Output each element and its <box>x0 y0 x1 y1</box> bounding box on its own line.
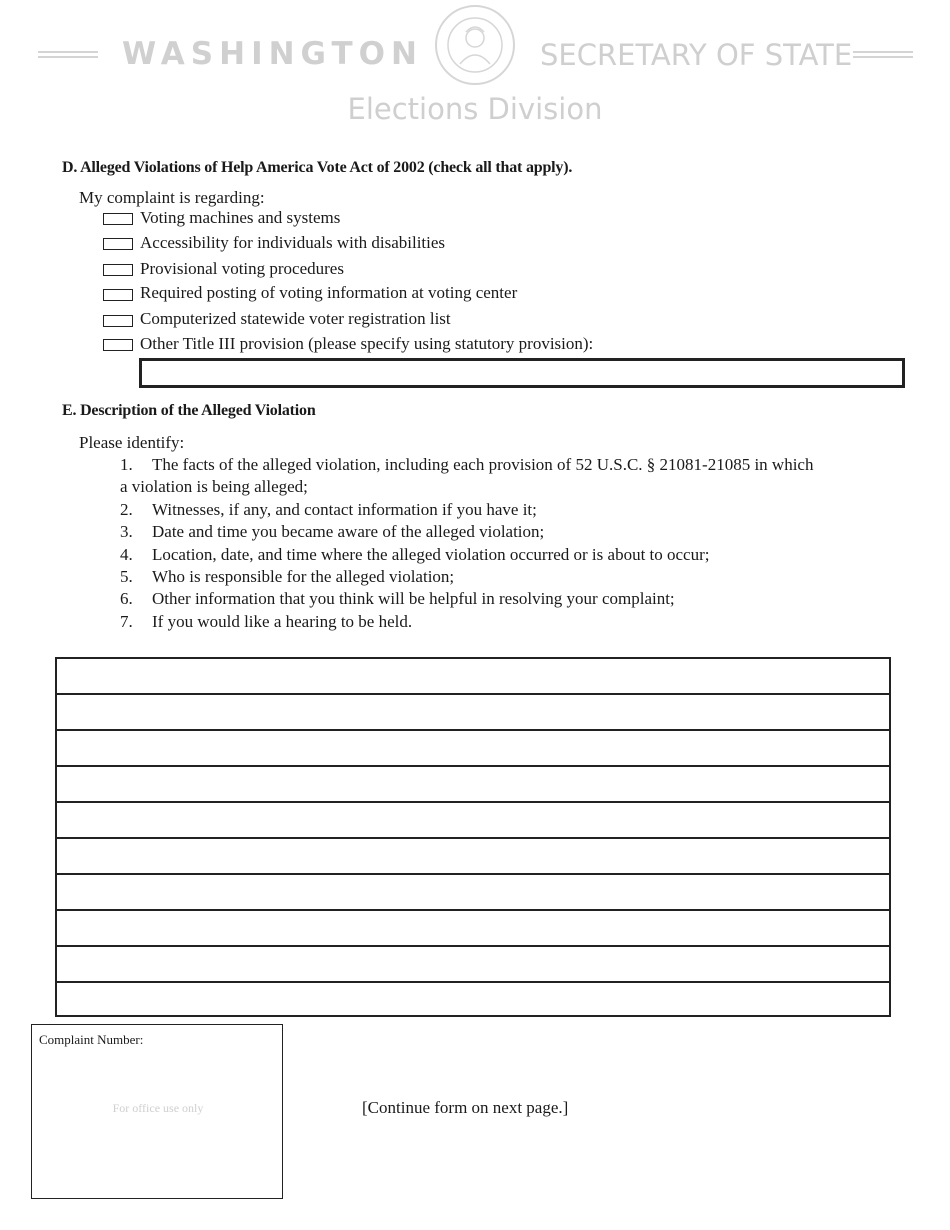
header-state-name: WASHINGTON <box>122 36 423 72</box>
checkbox-accessibility[interactable] <box>103 238 133 250</box>
item-number: 7. <box>120 612 133 631</box>
checkbox-provisional-voting[interactable] <box>103 264 133 276</box>
option-label: Voting machines and systems <box>140 208 341 227</box>
item-text: Date and time you became aware of the alleged violation; <box>152 522 545 541</box>
option-label: Other Title III provision (please specify using statutory provision): <box>140 334 594 353</box>
header-office-name: SECRETARY OF STATE <box>540 38 853 72</box>
header-rule-right <box>853 51 913 58</box>
office-use-box <box>31 1024 283 1199</box>
item-text: Who is responsible for the alleged violation; <box>152 567 455 586</box>
description-table <box>55 657 891 1017</box>
description-line-input[interactable] <box>57 911 889 947</box>
item-number: 2. <box>120 500 133 519</box>
item-number: 4. <box>120 545 133 564</box>
section-d-heading: D. Alleged Violations of Help America Vote Act of 2002 (check all that apply). <box>62 159 573 176</box>
description-line-input[interactable] <box>57 767 889 803</box>
item-number: 6. <box>120 589 133 608</box>
checkbox-voting-machines[interactable] <box>103 213 133 225</box>
section-e-heading: E. Description of the Alleged Violation <box>62 402 316 419</box>
item-text-continued: a violation is being alleged; <box>120 477 308 496</box>
option-label: Provisional voting procedures <box>140 259 344 278</box>
state-seal-icon <box>434 4 516 86</box>
description-line-input[interactable] <box>57 695 889 731</box>
item-text: The facts of the alleged violation, including each provision of 52 U.S.C. § 21081-21085 in which <box>152 455 814 474</box>
description-line-input[interactable] <box>57 731 889 767</box>
header-rule-left <box>38 51 98 58</box>
checkbox-voter-registration-list[interactable] <box>103 315 133 327</box>
complaint-number-label: Complaint Number: <box>39 1032 144 1047</box>
section-e-intro: Please identify: <box>79 433 185 452</box>
description-line-input[interactable] <box>57 839 889 875</box>
description-line-input[interactable] <box>57 947 889 983</box>
description-line-input[interactable] <box>57 803 889 839</box>
section-d-intro: My complaint is regarding: <box>79 188 265 207</box>
checkbox-other-title-iii[interactable] <box>103 339 133 351</box>
item-text: Location, date, and time where the alleged violation occurred or is about to occur; <box>152 545 710 564</box>
other-provision-input[interactable] <box>139 358 905 388</box>
description-line-input[interactable] <box>57 659 889 695</box>
office-use-note: For office use only <box>112 1101 204 1115</box>
item-number: 1. <box>120 455 133 474</box>
item-text: Witnesses, if any, and contact information if you have it; <box>152 500 537 519</box>
option-label: Required posting of voting information at voting center <box>140 283 518 302</box>
option-label: Accessibility for individuals with disabilities <box>140 233 446 252</box>
item-number: 5. <box>120 567 133 586</box>
description-line-input[interactable] <box>57 983 889 1019</box>
description-line-input[interactable] <box>57 875 889 911</box>
header-division: Elections Division <box>347 92 603 126</box>
item-text: Other information that you think will be helpful in resolving your complaint; <box>152 589 675 608</box>
item-number: 3. <box>120 522 133 541</box>
item-text: If you would like a hearing to be held. <box>152 612 413 631</box>
option-label: Computerized statewide voter registration list <box>140 309 451 328</box>
checkbox-required-posting[interactable] <box>103 289 133 301</box>
continue-note: [Continue form on next page.] <box>362 1098 569 1117</box>
